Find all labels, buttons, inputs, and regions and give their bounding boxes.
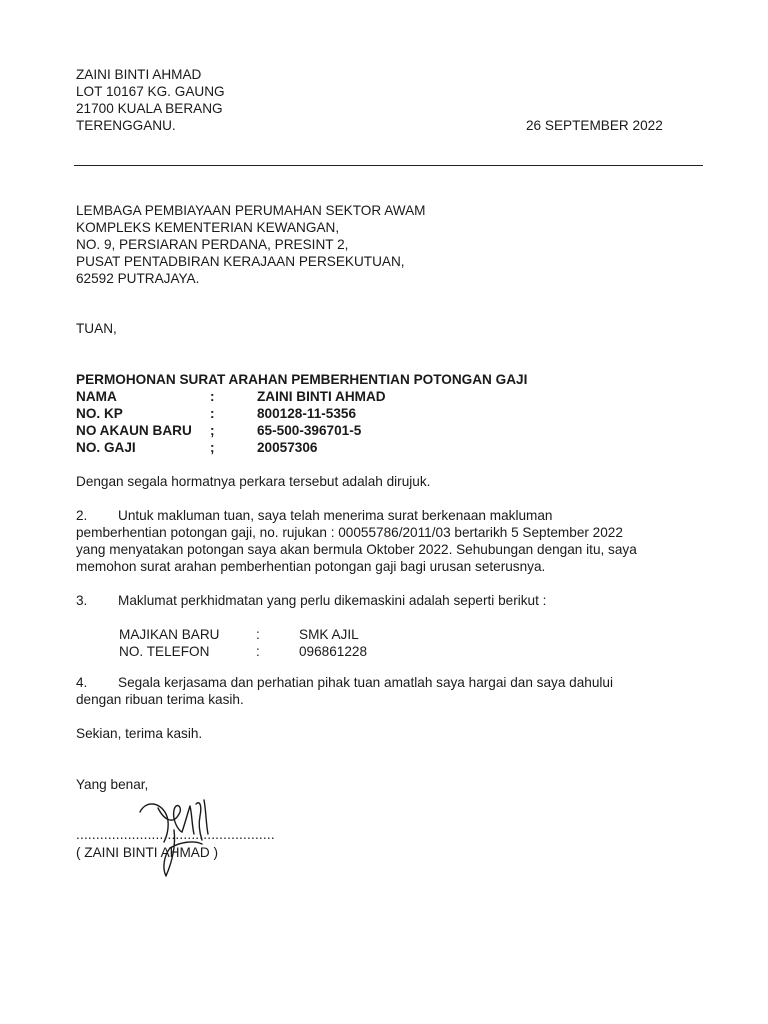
paragraph-text: memohon surat arahan pemberhentian potongan gaji bagi urusan seterusnya. [76,559,546,574]
paragraph-text: Segala kerjasama dan perhatian pihak tuan amatlah saya hargai dan saya dahului [118,675,613,690]
subject-value: 65-500-396701-5 [257,423,362,438]
subject-label: NO AKAUN BARU [76,423,192,438]
paragraph-3-line [76,592,676,609]
detail-value: SMK AJIL [299,627,359,642]
detail-row [119,643,519,660]
paragraph-text: dengan ribuan terima kasih. [76,692,244,707]
recipient-line: NO. 9, PERSIARAN PERDANA, PRESINT 2, [76,237,349,252]
opening-sentence: Dengan segala hormatnya perkara tersebut adalah dirujuk. [76,474,431,489]
subject-value: 800128-11-5356 [257,406,357,421]
sender-name: ZAINI BINTI AHMAD [76,67,202,82]
detail-label: NO. TELEFON [119,644,210,659]
paragraph-4-first-line [76,674,678,691]
paragraph-number: 3. [76,593,88,608]
subject-row [76,439,676,456]
subject-row [76,422,676,439]
recipient-line: PUSAT PENTADBIRAN KERAJAAN PERSEKUTUAN, [76,254,405,269]
subject-label: NO. GAJI [76,440,136,455]
recipient-line: KOMPLEKS KEMENTERIAN KEWANGAN, [76,220,340,235]
paragraph-text: pemberhentian potongan gaji, no. rujukan : 00055786/2011/03 bertarikh 5 September 2022 [76,525,623,540]
detail-label: MAJIKAN BARU [119,627,220,642]
sender-address-line: 21700 KUALA BERANG [76,101,223,116]
paragraph-text: Untuk makluman tuan, saya telah menerima surat berkenaan makluman [118,508,553,523]
header-divider [74,165,703,166]
paragraph-2 [76,507,678,575]
subject-label: NAMA [76,389,117,404]
subject-block [76,371,676,456]
subject-separator: : [210,406,215,421]
paragraph-4 [76,674,678,708]
subject-separator: : [210,389,215,404]
paragraph-number: 2. [76,508,88,523]
signer-name: ( ZAINI BINTI AHMAD ) [76,845,218,860]
paragraph-3 [76,592,676,609]
subject-separator: ; [210,423,215,438]
closing-sentence: Sekian, terima kasih. [76,726,203,741]
subject-value: ZAINI BINTI AHMAD [257,389,386,404]
recipient-line: LEMBAGA PEMBIAYAAN PERUMAHAN SEKTOR AWAM [76,203,426,218]
subject-label: NO. KP [76,406,123,421]
subject-row [76,405,676,422]
paragraph-number: 4. [76,675,88,690]
detail-row [119,626,519,643]
subject-value: 20057306 [257,440,318,455]
sign-off: Yang benar, [76,777,149,792]
paragraph-text: Maklumat perkhidmatan yang perlu dikemaskini adalah seperti berikut : [118,593,547,608]
paragraph-text: yang menyatakan potongan saya akan bermula Oktober 2022. Sehubungan dengan itu, saya [76,542,637,557]
letter-date: 26 SEPTEMBER 2022 [526,118,663,133]
sender-address [76,66,225,134]
salutation: TUAN, [76,321,117,336]
paragraph-2-first-line [76,507,678,524]
service-details [119,626,519,660]
sender-address-line: TERENGGANU. [76,118,176,133]
recipient-address [76,202,426,287]
detail-value: 096861228 [299,644,368,659]
signature-line: .................................................. [76,827,275,842]
detail-separator: : [256,627,260,642]
subject-title: PERMOHONAN SURAT ARAHAN PEMBERHENTIAN POTONGAN GAJI [76,372,528,387]
subject-row [76,388,676,405]
subject-separator: ; [210,440,215,455]
sender-address-line: LOT 10167 KG. GAUNG [76,84,225,99]
detail-separator: : [256,644,260,659]
recipient-line: 62592 PUTRAJAYA. [76,271,200,286]
